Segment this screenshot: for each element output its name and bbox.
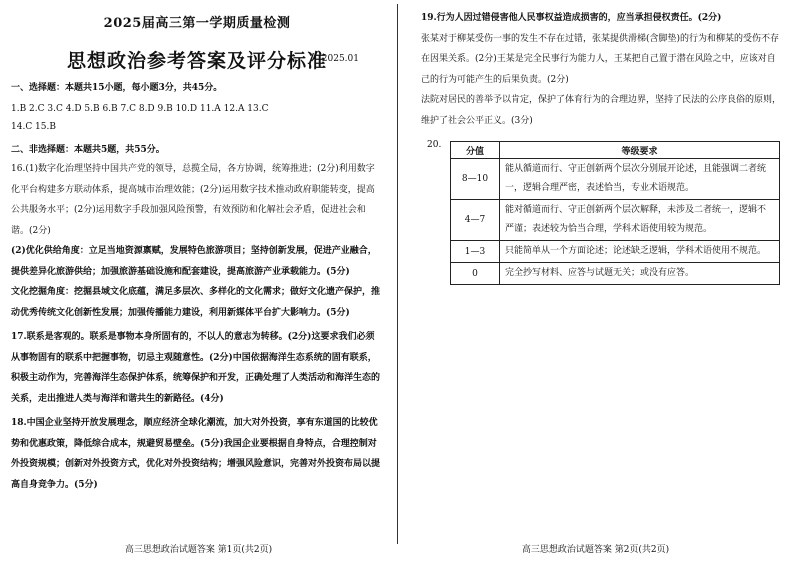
- row-score: 0: [451, 263, 500, 285]
- table-row: [451, 159, 780, 200]
- table-row: [451, 200, 780, 241]
- header-score: 分值: [451, 142, 500, 159]
- row-requirement: 能从循道而行、守正创新两个层次分别展开论述，且能强调二者统一，逻辑合理严密，表述恰当，专业术语规范。: [500, 159, 780, 200]
- title-row: [11, 46, 383, 74]
- q17-answer: 17.联系是客观的。联系是事物本身所固有的，不以人的意志为转移。(2分)这要求我们必须从事物固有的联系中把握事物，切忌主观随意性。(2分)中国依据海洋生态系统的固有联系，积极主动作为，完善海洋生态保护体系，统筹保护和开发，正确处理了人类活动和海洋生态的关系，走出推进人类与海洋和谐共生的新路径。(4分): [11, 332, 381, 404]
- table-row: [451, 241, 780, 263]
- q20-grading-table: [450, 141, 780, 285]
- section-nonchoice-heading: 二、非选择题：本题共5题，共55分。: [11, 145, 165, 155]
- page-footer-1: 高三思想政治试题答案 第1页(共2页): [124, 545, 273, 555]
- page-footer-2: 高三思想政治试题答案 第2页(共2页): [521, 545, 670, 555]
- row-requirement: 只能简单从一个方面论述；论述缺乏逻辑，学科术语使用不规范。: [500, 241, 780, 263]
- q16-part1: 16.(1)数字化治理坚持中国共产党的领导，总揽全局，各方协调，统筹推进；(2分)利用数字化平台构建多方联动体系，提高城市治理效能；(2分)运用数字技术推动政府职能转变，提高公共服务水平；(2分)运用数字手段加强风险预警，有效预防和化解社会矛盾，促进社会和谐。(2分): [11, 164, 375, 236]
- q19-part2: 张某对于柳某受伤一事的发生不存在过错，张某提供滑梯(含脚垫)的行为和柳某的受伤不存在因果关系。(2分)王某是完全民事行为能力人，王某把自己置于潜在风险之中，应该对自己的行为可能产生的后果负责。(2分): [421, 33, 780, 85]
- header-requirement: 等级要求: [500, 142, 780, 159]
- exam-title: 2025届高三第一学期质量检测: [103, 16, 291, 31]
- row-score: 4—7: [451, 200, 500, 241]
- row-requirement: 完全抄写材料、应答与试题无关；或没有应答。: [500, 263, 780, 285]
- q20-label: 20.: [427, 140, 442, 150]
- row-requirement: 能对循道而行、守正创新两个层次解释，未涉及二者统一，逻辑不严谨；表述较为恰当合理，学科术语使用较为规范。: [500, 200, 780, 241]
- main-title: 思想政治参考答案及评分标准: [66, 50, 327, 72]
- q19-part1: 19.行为人因过错侵害他人民事权益造成损害的，应当承担侵权责任。(2分): [421, 13, 722, 23]
- answers-line-1: 1.B 2.C 3.C 4.D 5.B 6.B 7.C 8.D 9.B 10.D 11.A 12.A 13.C: [11, 104, 269, 114]
- q16-part3: 文化挖掘角度：挖掘县域文化底蕴，满足多层次、多样化的文化需求；做好文化遗产保护，推动优秀传统文化创新性发展；加强传播能力建设，利用新媒体平台扩大影响力。(5分): [11, 287, 381, 318]
- section-choice-heading: 一、选择题：本题共15小题，每小题3分，共45分。: [11, 83, 223, 93]
- q18-answer: 18.中国企业坚持开放发展理念，顺应经济全球化潮流，加大对外投资，享有东道国的比较优势和优惠政策，降低综合成本，规避贸易壁垒。(5分)我国企业要根据自身特点，合理控制对外投资规模；创新对外投资方式，优化对外投资结构；增强风险意识，完善对外投资布局以提高自身竞争力。(5分): [11, 418, 381, 490]
- q16-part2: (2)优化供给角度：立足当地资源禀赋，发展特色旅游项目；坚持创新发展，促进产业融合，提供差异化旅游供给；加强旅游基础设施和配套建设，提高旅游产业承载能力。(5分): [11, 246, 377, 277]
- date: 2025.01: [321, 54, 359, 64]
- row-score: 8—10: [451, 159, 500, 200]
- table-header-row: [451, 142, 780, 159]
- answer-page-2: [397, 0, 794, 562]
- q19-part3: 法院对居民的善举予以肯定，保护了体育行为的合理边界，坚持了民法的公序良俗的原则，维护了社会公平正义。(3分): [421, 95, 782, 126]
- table-row: [451, 263, 780, 285]
- choice-answers: [11, 100, 383, 136]
- answers-line-2: 14.C 15.B: [11, 122, 56, 132]
- row-score: 1—3: [451, 241, 500, 263]
